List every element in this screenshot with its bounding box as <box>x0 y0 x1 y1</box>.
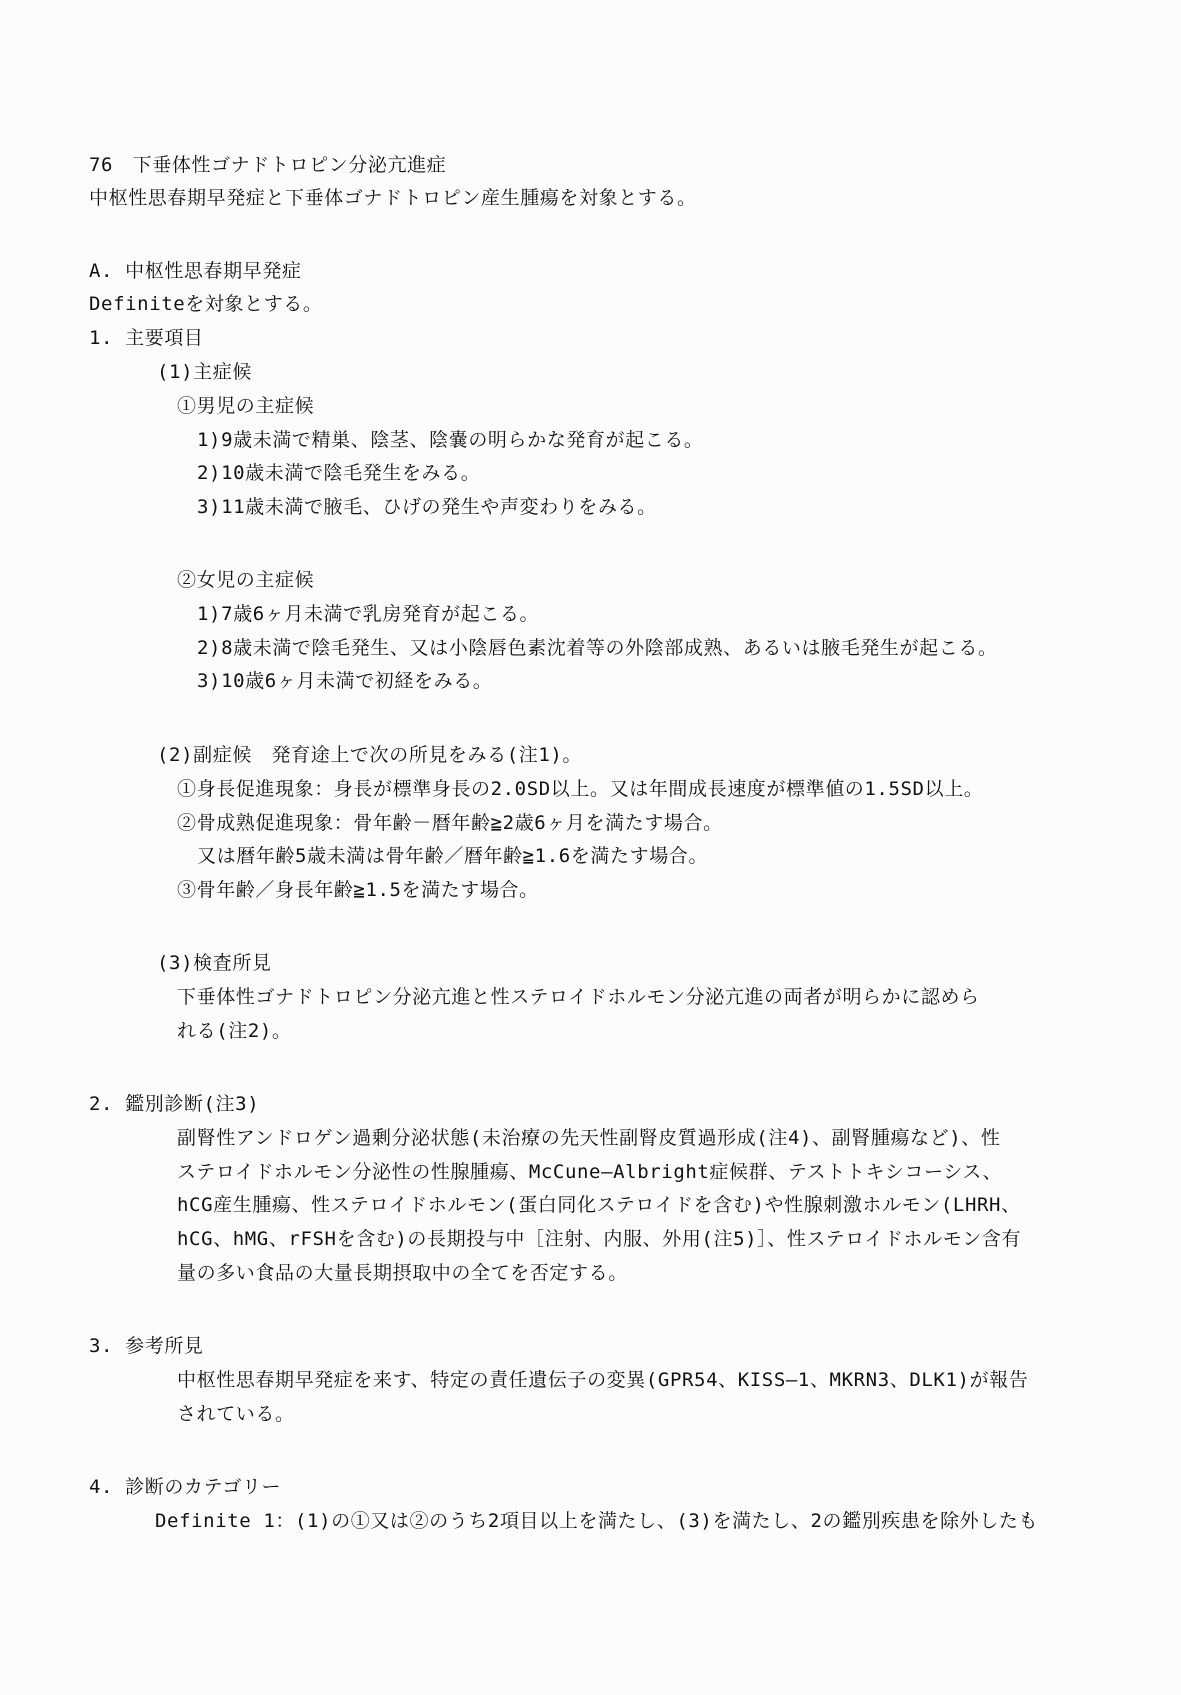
differential-text: 副腎性アンドロゲン過剰分泌状態(未治療の先天性副腎皮質過形成(注4)、副腎腫瘍など)、性 <box>177 1127 1001 1149</box>
sub-symptom-item: ①身長促進現象：身長が標準身長の2.0SD以上。又は年間成長速度が標準値の1.5SD以上。 <box>177 778 984 800</box>
differential-text: ステロイドホルモン分泌性の性腺腫瘍、McCune―Albright症候群、テストトキシコーシス、 <box>177 1161 1003 1183</box>
section-a-heading: A. 中枢性思春期早発症 <box>89 260 302 282</box>
sub-symptom-item: ②骨成熟促進現象：骨年齢－暦年齢≧2歳6ヶ月を満たす場合。 <box>177 812 723 834</box>
differential-text: hCG産生腫瘍、性ステロイドホルモン(蛋白同化ステロイドを含む)や性腺刺激ホルモン(LHRH、 <box>177 1194 1021 1216</box>
lab-findings-heading: (3)検査所見 <box>157 952 272 974</box>
main-symptoms-heading: (1)主症候 <box>157 361 252 383</box>
male-symptom-item: 2)10歳未満で陰毛発生をみる。 <box>197 462 481 484</box>
document-title: 76 下垂体性ゴナドトロピン分泌亢進症 <box>89 154 447 176</box>
item2-heading: 2. 鑑別診断(注3) <box>89 1093 260 1115</box>
female-symptom-item: 3)10歳6ヶ月未満で初経をみる。 <box>197 670 493 692</box>
male-symptom-item: 1)9歳未満で精巣、陰茎、陰嚢の明らかな発育が起こる。 <box>197 429 704 451</box>
item3-heading: 3. 参考所見 <box>89 1335 204 1357</box>
reference-text: 中枢性思春期早発症を来す、特定の責任遺伝子の変異(GPR54、KISS―1、MKRN3、DLK1)が報告 <box>177 1369 1029 1391</box>
sub-symptoms-heading: (2)副症候 発育途上で次の所見をみる(注1)。 <box>157 744 583 766</box>
reference-text: されている。 <box>177 1403 295 1425</box>
sub-symptom-item: ③骨年齢／身長年齢≧1.5を満たす場合。 <box>177 879 539 901</box>
differential-text: hCG、hMG、rFSHを含む)の長期投与中［注射、内服、外用(注5)］、性ステロイドホルモン含有 <box>177 1228 1022 1250</box>
section-a-scope: Definiteを対象とする。 <box>89 293 323 315</box>
diagnosis-category-text: Definite 1：(1)の①又は②のうち2項目以上を満たし、(3)を満たし、2の鑑別疾患を除外したも <box>155 1510 1039 1532</box>
item1-heading: 1. 主要項目 <box>89 327 204 349</box>
document-intro: 中枢性思春期早発症と下垂体ゴナドトロピン産生腫瘍を対象とする。 <box>89 187 697 209</box>
female-symptoms-heading: ②女児の主症候 <box>177 569 315 591</box>
differential-text: 量の多い食品の大量長期摂取中の全てを否定する。 <box>177 1262 628 1284</box>
lab-findings-text: 下垂体性ゴナドトロピン分泌亢進と性ステロイドホルモン分泌亢進の両者が明らかに認めら <box>177 986 980 1008</box>
item4-heading: 4. 診断のカテゴリー <box>89 1476 282 1498</box>
female-symptom-item: 2)8歳未満で陰毛発生、又は小陰唇色素沈着等の外陰部成熟、あるいは腋毛発生が起こる。 <box>197 637 998 659</box>
male-symptoms-heading: ①男児の主症候 <box>177 395 315 417</box>
lab-findings-text: れる(注2)。 <box>177 1020 292 1042</box>
female-symptom-item: 1)7歳6ヶ月未満で乳房発育が起こる。 <box>197 603 540 625</box>
sub-symptom-item: 又は暦年齢5歳未満は骨年齢／暦年齢≧1.6を満たす場合。 <box>197 845 708 867</box>
male-symptom-item: 3)11歳未満で腋毛、ひげの発生や声変わりをみる。 <box>197 496 657 518</box>
